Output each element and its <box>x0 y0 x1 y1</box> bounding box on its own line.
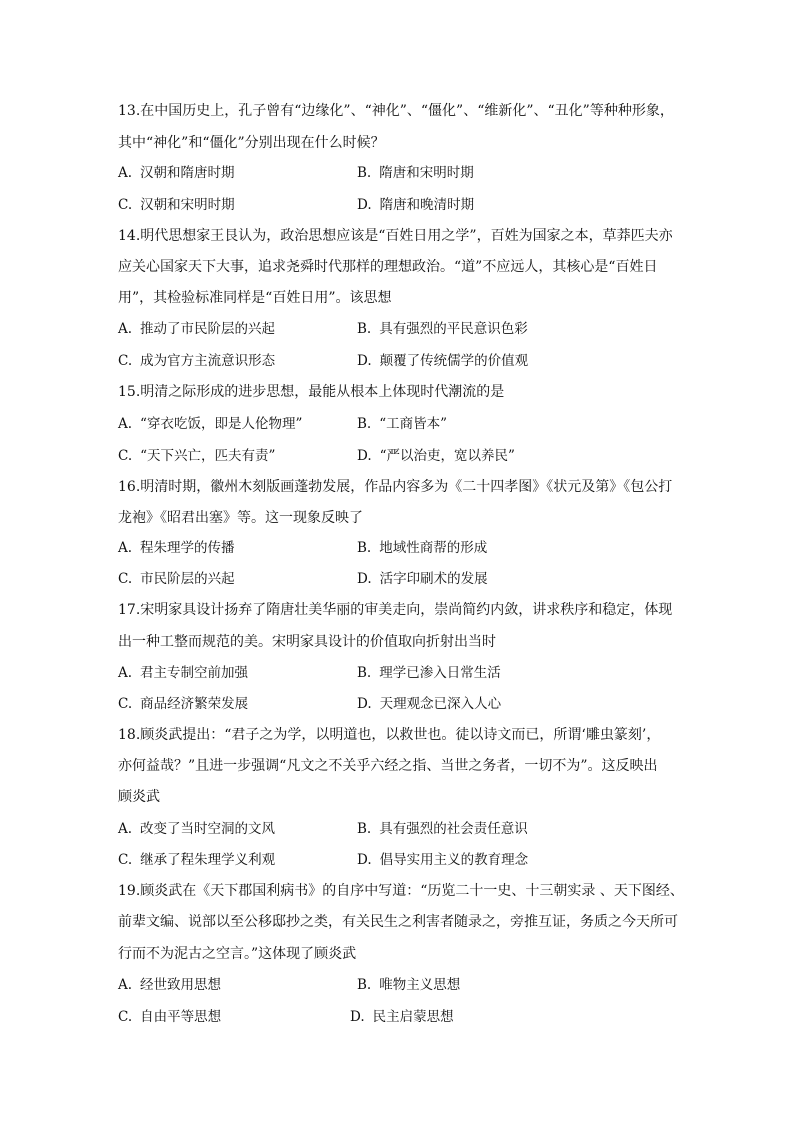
question-16-option-d: D. 活字印刷术的发展 <box>357 571 488 587</box>
question-14-line-3: 用”，其检验标准同样是“百姓日用”。该思想 <box>118 290 392 306</box>
question-18-option-a: A. 改变了当时空洞的文风 <box>118 821 276 837</box>
question-19-option-d: D. 民主启蒙思想 <box>350 1009 454 1025</box>
question-16-option-b: B. 地域性商帮的形成 <box>357 540 488 556</box>
question-16-option-c: C. 市民阶层的兴起 <box>118 571 235 587</box>
question-15-option-d: D. “严以治吏，宽以养民” <box>357 448 515 464</box>
question-17-option-a: A. 君主专制空前加强 <box>118 665 249 681</box>
question-18-option-c: C. 继承了程朱理学义利观 <box>118 852 276 868</box>
question-17-option-d: D. 天理观念已深入人心 <box>357 696 502 712</box>
question-17-line-2: 出一种工整而规范的美。宋明家具设计的价值取向折射出当时 <box>118 634 496 650</box>
question-15-option-a: A. “穿衣吃饭，即是人伦物理” <box>118 416 303 432</box>
question-15-line-1: 15.明清之际形成的进步思想，最能从根本上体现时代潮流的是 <box>118 384 505 400</box>
question-16-line-2: 龙袍》《昭君出塞》等。这一现象反映了 <box>118 510 363 526</box>
question-17-line-1: 17.宋明家具设计扬弃了隋唐壮美华丽的审美走向，崇尚简约内敛，讲求秩序和稳定，体现 <box>118 602 673 618</box>
question-14-option-b: B. 具有强烈的平民意识色彩 <box>357 321 528 337</box>
question-13-option-c: C. 汉朝和宋明时期 <box>118 197 235 213</box>
question-19-option-a: A. 经世致用思想 <box>118 977 222 993</box>
question-19-line-3: 行而不为泥古之空言。”这体现了顾炎武 <box>118 946 357 962</box>
question-13-option-b: B. 隋唐和宋明时期 <box>357 165 474 181</box>
question-18-line-2: 亦何益哉？”且进一步强调“凡文之不关乎六经之指、当世之务者，一切不为”。这反映出 <box>118 758 658 774</box>
question-13-line-1: 13.在中国历史上，孔子曾有“边缘化”、“神化”、“僵化”、“维新化”、“丑化”等种种形象， <box>118 103 674 119</box>
question-15-option-b: B. “工商皆本” <box>357 416 448 432</box>
question-14-option-d: D. 颠覆了传统儒学的价值观 <box>357 353 529 369</box>
question-17-option-b: B. 理学已渗入日常生活 <box>357 665 501 681</box>
question-14-option-c: C. 成为官方主流意识形态 <box>118 353 276 369</box>
question-19-option-c: C. 自由平等思想 <box>118 1009 222 1025</box>
question-18-option-b: B. 具有强烈的社会责任意识 <box>357 821 528 837</box>
question-18-line-1: 18.顾炎武提出：“君子之为学，以明道也，以救世也。徒以诗文而已，所谓‘雕虫篆刻’， <box>118 727 661 743</box>
question-19-line-1: 19.顾炎武在《天下郡国利病书》的自序中写道：“历览二十一史、十三朝实录 、天下图经、 <box>118 883 684 899</box>
question-13-line-2: 其中“神化”和“僵化”分别出现在什么时候？ <box>118 135 385 151</box>
question-15-option-c: C. “天下兴亡，匹夫有责” <box>118 448 276 464</box>
question-18-line-3: 顾炎武 <box>118 789 160 805</box>
question-19-line-2: 前辈文编、说部以至公移邸抄之类，有关民生之利害者随录之，旁推互证，务质之今天所可 <box>118 914 678 930</box>
question-13-option-a: A. 汉朝和隋唐时期 <box>118 165 235 181</box>
question-14-line-2: 应关心国家天下大事，追求尧舜时代那样的理想政治。“道”不应远人，其核心是“百姓日 <box>118 259 658 275</box>
question-18-option-d: D. 倡导实用主义的教育理念 <box>357 852 529 868</box>
question-14-option-a: A. 推动了市民阶层的兴起 <box>118 321 276 337</box>
question-16-line-1: 16.明清时期，徽州木刻版画蓬勃发展，作品内容多为《二十四孝图》《状元及第》《包公打 <box>118 479 673 495</box>
question-16-option-a: A. 程朱理学的传播 <box>118 540 235 556</box>
question-17-option-c: C. 商品经济繁荣发展 <box>118 696 249 712</box>
question-14-line-1: 14.明代思想家王艮认为，政治思想应该是“百姓日用之学”，百姓为国家之本，草莽匹夫亦 <box>118 228 673 244</box>
question-19-option-b: B. 唯物主义思想 <box>357 977 461 993</box>
question-13-option-d: D. 隋唐和晚清时期 <box>357 197 475 213</box>
